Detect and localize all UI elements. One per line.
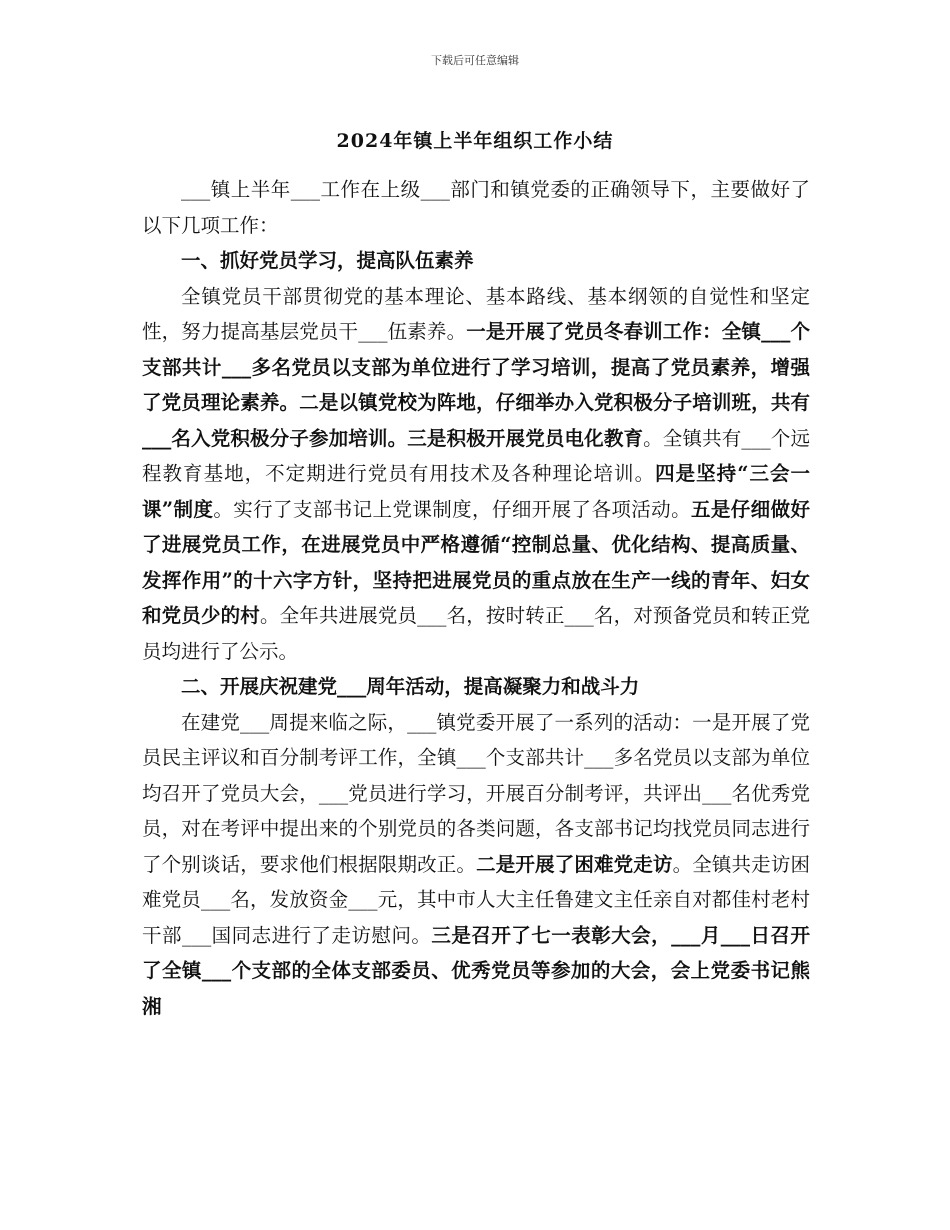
document-title: 2024年镇上半年组织工作小结: [336, 130, 614, 152]
section-1-text-e: 。实行了支部书记上党课制度，仔细开展了各项活动。: [213, 497, 691, 521]
section-1-text-a: 全镇党员干部贯彻党的基本理论、基本路线、基本纲领的自觉性和坚定性，努力提高基层党员干___伍素养。: [142, 284, 810, 343]
section-2-text-b: 二是开展了困难党走访: [476, 852, 673, 876]
section-1-text-d: 四是坚持“三会一课”制度: [142, 462, 810, 521]
document-body: [142, 172, 810, 1024]
section-2-text-c: 。全镇共走访困难党员___名，发放资金___元，其中市人大主任鲁建文主任亲自对都佳村老村干部___国同志进行了走访慰问。: [142, 852, 810, 947]
section-2-text-a: 在建党___周提来临之际，___镇党委开展了一系列的活动：一是开展了党员民主评议和百分制考评工作，全镇___个支部共计___多名党员以支部为单位均召开了党员大会，___党员进行学习，开展百分制考评，共评出___名优秀党员，对在考评中提出来的个别党员的各类问题，各支部书记均找党员同志进行了个别谈话，要求他们根据限期改正。: [142, 710, 810, 876]
section-1-text-g: 。全年共进展党员___名，按时转正___名，对预备党员和转正党员均进行了公示。: [142, 604, 810, 663]
section-2-text-d: 三是召开了七一表彰大会，___月___日召开了全镇___个支部的全体支部委员、优秀党员等参加的大会，会上党委书记熊湘: [142, 923, 810, 1018]
section-1-text-b: 一是开展了党员冬春训工作：全镇___个支部共计___多名党员以支部为单位进行了学习培训，提高了党员素养，增强了党员理论素养。二是以镇党校为阵地，仔细举办入党积极分子培训班，共有___名入党积极分子参加培训。三是积极开展党员电化教育: [142, 320, 810, 450]
section-1-paragraph: [142, 279, 810, 670]
section-2-heading: 二、开展庆祝建党___周年活动，提高凝聚力和战斗力: [181, 675, 640, 698]
section-1-text-c: 。全镇共有___个远程教育基地，不定期进行党员有用技术及各种理论培训。: [142, 426, 810, 485]
intro-paragraph: ___镇上半年___工作在上级___部门和镇党委的正确领导下，主要做好了以下几项工作：: [142, 178, 810, 237]
section-1-text-f: 五是仔细做好了进展党员工作，在进展党员中严格遵循“控制总量、优化结构、提高质量、发挥作用”的十六字方针，坚持把进展党员的重点放在生产一线的青年、妇女和党员少的村: [142, 497, 810, 627]
page-header-note: 下载后可任意编辑: [431, 54, 519, 67]
section-2-paragraph: [142, 705, 810, 1025]
section-1-heading: 一、抓好党员学习，提高队伍素养: [181, 249, 474, 272]
